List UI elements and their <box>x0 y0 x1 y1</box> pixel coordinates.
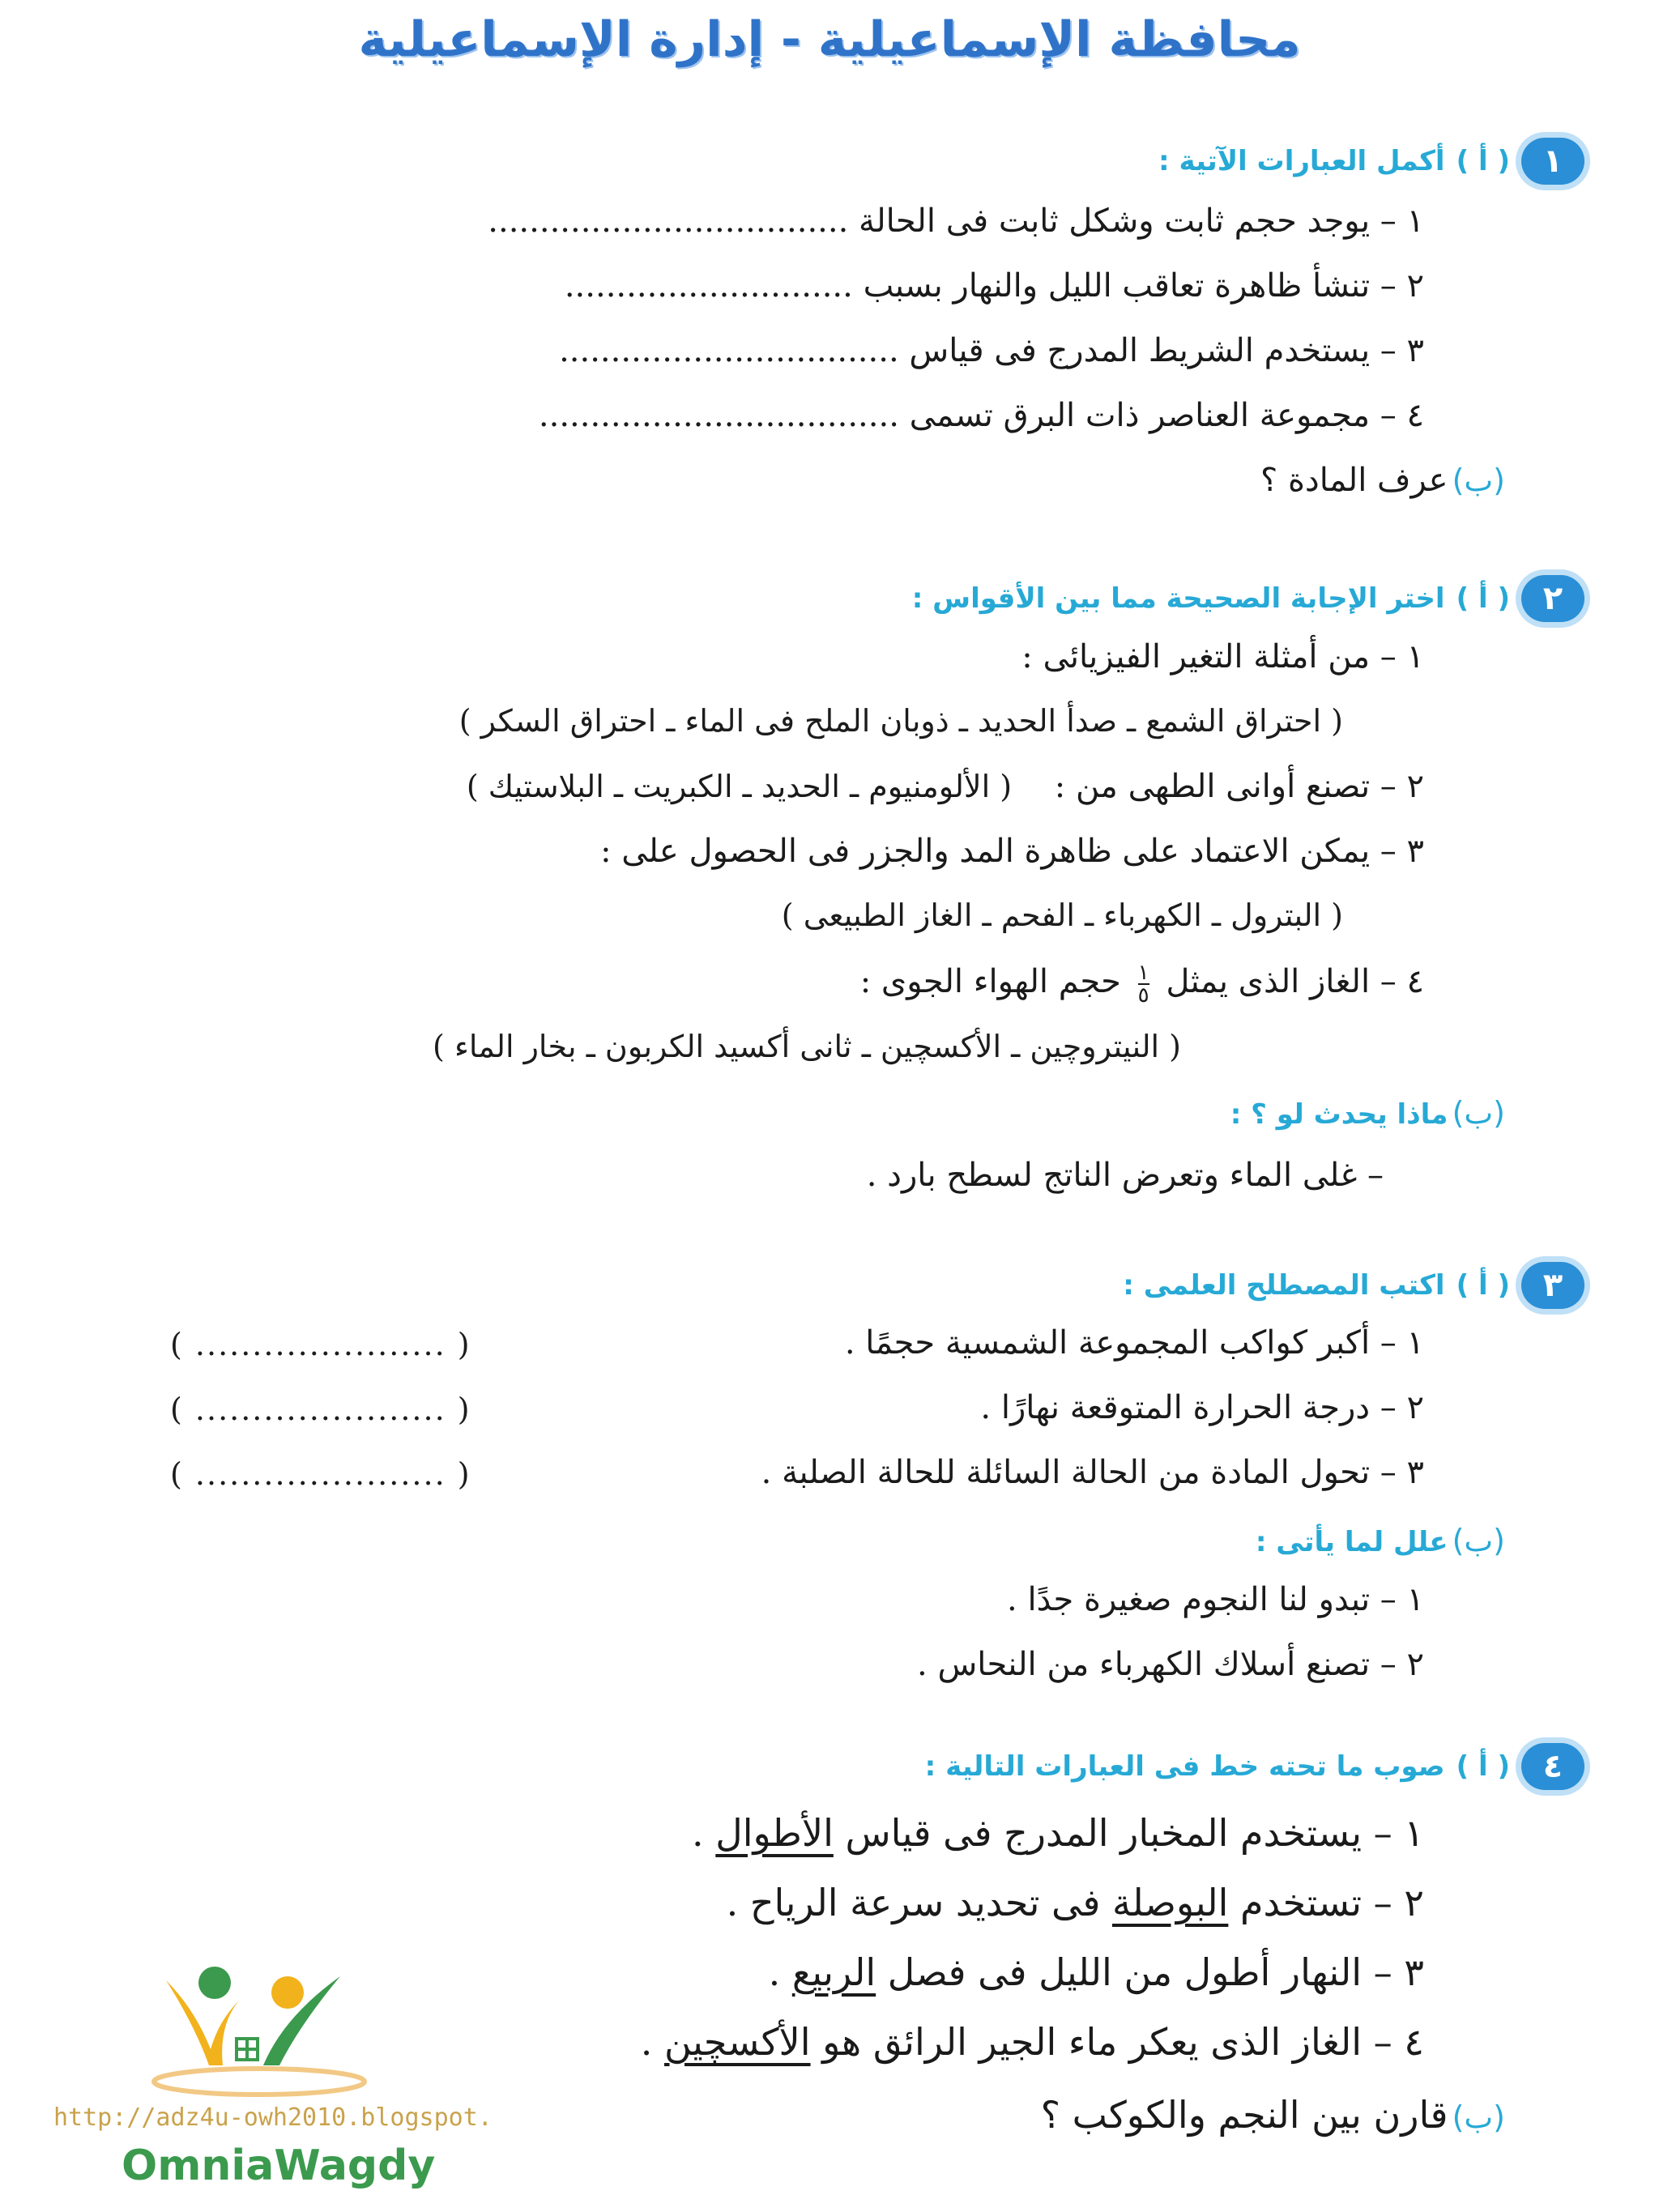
q3-item-1-blank: ( ...................... ) <box>170 1327 471 1362</box>
q1-part-b <box>1260 462 1505 499</box>
q2-number-badge: ٢ <box>1521 575 1584 622</box>
q4-header <box>925 1743 1584 1790</box>
logo <box>146 1960 373 2098</box>
q3-item-3-blank: ( ...................... ) <box>170 1456 471 1492</box>
q2-item-2 <box>467 768 1424 805</box>
q3-part-b-label: (ب) <box>1452 1523 1505 1558</box>
q1-item-2 <box>565 267 1424 305</box>
q1-item-4-dots: ................................... <box>538 397 899 434</box>
q2-title: اختر الإجابة الصحيحة مما بين الأقواس : <box>911 582 1445 615</box>
q1-number-badge: ١ <box>1521 138 1584 185</box>
q1-item-1-text: ١ – يوجد حجم ثابت وشكل ثابت فى الحالة <box>859 202 1424 240</box>
q4-item-2-pre: ٢ – تستخدم <box>1228 1881 1424 1924</box>
q2-item-2-text: ٢ – تصنع أوانى الطهى من : <box>1054 768 1424 805</box>
q4-item-2 <box>727 1881 1424 1924</box>
q4-item-4-post: . <box>640 2020 664 2064</box>
q4-item-3-pre: ٣ – النهار أطول من الليل فى فصل <box>876 1950 1424 1994</box>
q1-item-1 <box>488 202 1424 240</box>
q1-item-2-text: ٢ – تنشأ ظاهرة تعاقب الليل والنهار بسبب <box>863 267 1424 305</box>
q4-part-b <box>1041 2093 1505 2137</box>
q2-item-4 <box>860 962 1424 1006</box>
q2-item-4-post: حجم الهواء الجوى : <box>859 963 1121 1000</box>
q4-item-1-post: . <box>692 1811 716 1855</box>
q3-title: اكتب المصطلح العلمى : <box>1123 1269 1445 1302</box>
q2-item-2-options: ( الألومنيوم ـ الحديد ـ الكبريت ـ البلاستيك ) <box>466 769 1013 804</box>
q2-part-b-item: – غلى الماء وتعرض الناتج لسطح بارد . <box>866 1157 1384 1194</box>
q1-item-4 <box>539 397 1424 434</box>
q1-part-b-label: (ب) <box>1452 462 1505 498</box>
q4-item-3-underlined: الربيع <box>791 1950 876 1994</box>
q4-part-b-text: قارن بين النجم والكوكب ؟ <box>1040 2093 1448 2137</box>
q4-item-1 <box>692 1811 1424 1855</box>
q4-item-2-post: فى تحديد سرعة الرياح . <box>726 1881 1112 1924</box>
q2-header <box>912 575 1584 622</box>
q2-item-3-options: ( البترول ـ الكهرباء ـ الفحم ـ الغاز الطبيعى ) <box>781 897 1343 933</box>
q3-item-2-blank: ( ...................... ) <box>170 1392 471 1427</box>
watermark-url: http://adz4u-owh2010.blogspot. <box>53 2103 493 2132</box>
q4-item-2-underlined: البوصلة <box>1111 1881 1229 1924</box>
q4-number-badge: ٤ <box>1521 1743 1584 1790</box>
q1-title: أكمل العبارات الآتية : <box>1158 145 1445 177</box>
watermark-brand: OmniaWagdy <box>122 2142 436 2190</box>
q3-b-item-2: ٢ – تصنع أسلاك الكهرباء من النحاس . <box>917 1646 1424 1683</box>
q3-number-badge: ٣ <box>1521 1262 1584 1309</box>
q3-part-b-text: علل لما يأتى : <box>1255 1526 1448 1558</box>
q3-part-b <box>1256 1523 1505 1558</box>
q4-item-4-pre: ٤ – الغاز الذى يعكر ماء الجير الرائق هو <box>810 2020 1424 2064</box>
q2-part-a-label: ( أ ) <box>1456 582 1510 615</box>
q1-part-b-text: عرف المادة ؟ <box>1260 462 1448 499</box>
q3-item-3-text: ٣ – تحول المادة من الحالة السائلة للحالة الصلبة . <box>761 1454 1424 1491</box>
q2-item-3: ٣ – يمكن الاعتماد على ظاهرة المد والجزر فى الحصول على : <box>600 833 1424 870</box>
q1-item-3 <box>559 332 1424 369</box>
q1-header <box>1158 138 1584 185</box>
q4-item-4-underlined: الأكسچين <box>664 2020 811 2064</box>
q2-part-b <box>1230 1095 1505 1131</box>
q2-part-b-label: (ب) <box>1452 1095 1505 1131</box>
q4-item-3-post: . <box>768 1950 792 1994</box>
q1-part-a-label: ( أ ) <box>1456 145 1510 177</box>
q4-item-4 <box>641 2020 1424 2064</box>
q1-item-2-dots: ............................ <box>564 267 853 305</box>
q4-part-b-label: (ب) <box>1452 2099 1505 2135</box>
q4-part-a-label: ( أ ) <box>1456 1750 1510 1783</box>
q3-item-1-text: ١ – أكبر كواكب المجموعة الشمسية حجمًا . <box>844 1324 1424 1362</box>
q2-item-1: ١ – من أمثلة التغير الفيزيائى : <box>1021 638 1424 676</box>
q1-item-4-text: ٤ – مجموعة العناصر ذات البرق تسمى <box>909 397 1424 434</box>
q1-item-1-dots: ................................... <box>488 202 849 240</box>
page-title: محافظة الإسماعيلية - إدارة الإسماعيلية <box>358 11 1301 68</box>
q4-item-1-pre: ١ – يستخدم المخبار المدرج فى قياس <box>833 1811 1424 1855</box>
q3-item-2-text: ٢ – درجة الحرارة المتوقعة نهارًا . <box>980 1389 1424 1426</box>
q3-header <box>1123 1262 1584 1309</box>
q3-part-a-label: ( أ ) <box>1456 1269 1510 1302</box>
q3-b-item-1: ١ – تبدو لنا النجوم صغيرة جدًا . <box>1007 1581 1424 1618</box>
q1-item-3-text: ٣ – يستخدم الشريط المدرج فى قياس <box>909 332 1424 369</box>
fraction-numerator: ١ <box>1137 961 1149 985</box>
q2-part-b-text: ماذا يحدث لو ؟ : <box>1230 1098 1448 1131</box>
q2-item-4-fraction <box>1138 962 1149 1006</box>
people-house-icon <box>146 1960 373 2098</box>
q4-title: صوب ما تحته خط فى العبارات التالية : <box>924 1750 1445 1783</box>
q4-item-1-underlined: الأطوال <box>715 1811 834 1855</box>
q2-item-1-options: ( احتراق الشمع ـ صدأ الحديد ـ ذوبان الملح فى الماء ـ احتراق السكر ) <box>458 703 1343 739</box>
q1-item-3-dots: ................................. <box>559 332 899 369</box>
q2-item-4-options: ( النيتروچين ـ الأكسچين ـ ثانى أكسيد الكربون ـ بخار الماء ) <box>433 1029 1181 1064</box>
q4-item-3 <box>769 1950 1424 1994</box>
fraction-denominator: ٥ <box>1137 983 1149 1008</box>
q2-item-4-pre: ٤ – الغاز الذى يمثل <box>1166 963 1424 1000</box>
